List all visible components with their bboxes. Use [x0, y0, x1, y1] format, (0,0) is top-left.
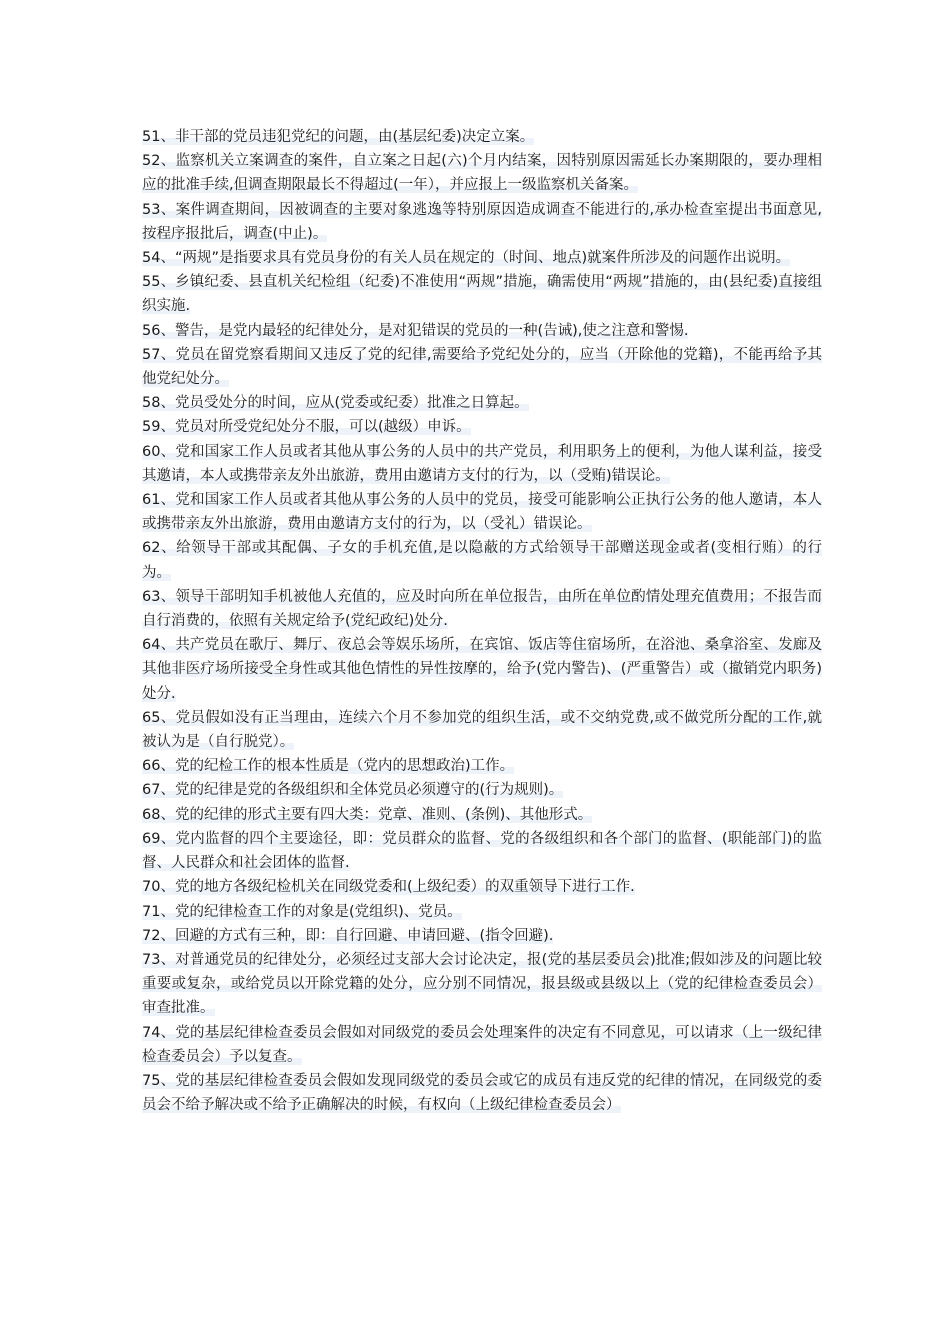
list-item: [142, 803, 822, 827]
list-item: [142, 246, 822, 270]
item-text: 63、领导干部明知手机被他人充值的，应及时向所在单位报告，由所在单位酌情处理充值费用；不报告而自行消费的，依照有关规定给予(党纪政纪)处分.: [142, 588, 822, 630]
item-text: 68、党的纪律的形式主要有四大类：党章、准则、(条例)、其他形式。: [142, 806, 593, 823]
item-text: 62、给领导干部或其配偶、子女的手机充值,是以隐蔽的方式给领导干部赠送现金或者(变相行贿）的行为。: [142, 540, 822, 581]
item-text: 59、党员对所受党纪处分不服，可以(越级）申诉。: [142, 419, 471, 436]
list-item: [142, 754, 822, 778]
item-text: 71、党的纪律检查工作的对象是(党组织)、党员。: [142, 903, 462, 920]
list-item: [142, 924, 822, 948]
document-body: [142, 125, 822, 1117]
item-text: 72、回避的方式有三种，即：自行回避、申请回避、(指令回避).: [142, 927, 554, 944]
item-text: 60、党和国家工作人员或者其他从事公务的人员中的共产党员，利用职务上的便利，为他人谋利益，接受其邀请，本人或携带亲友外出旅游，费用由邀请方支付的行为，以（受贿)错误论。: [142, 443, 822, 484]
list-item: [142, 488, 822, 536]
list-item: [142, 536, 822, 584]
list-item: [142, 778, 822, 802]
item-text: 65、党员假如没有正当理由，连续六个月不参加党的组织生活，或不交纳党费,或不做党所分配的工作,就被认为是（自行脱党）。: [142, 709, 822, 751]
list-item: [142, 319, 822, 343]
item-text: 64、共产党员在歌厅、舞厅、夜总会等娱乐场所，在宾馆、饭店等住宿场所，在浴池、桑拿浴室、发廊及其他非医疗场所接受全身性或其他色情性的异性按摩的，给予(党内警告)、(严重警告）或（撤销党内职务)处分.: [142, 637, 822, 702]
item-text: 58、党员受处分的时间，应从(党委或纪委）批准之日算起。: [142, 395, 529, 412]
list-item: [142, 948, 822, 1021]
item-text: 55、乡镇纪委、县直机关纪检组（纪委)不准使用“两规”措施，确需使用“两规”措施的，由(县纪委)直接组织实施.: [142, 274, 822, 315]
item-text: 61、党和国家工作人员或者其他从事公务的人员中的党员，接受可能影响公正执行公务的他人邀请，本人或携带亲友外出旅游，费用由邀请方支付的行为，以（受礼）错误论。: [142, 492, 822, 533]
item-text: 51、非干部的党员违犯党纪的问题，由(基层纪委)决定立案。: [142, 129, 535, 145]
list-item: [142, 585, 822, 633]
list-item: [142, 900, 822, 924]
list-item: [142, 149, 822, 197]
item-text: 53、案件调查期间，因被调查的主要对象逃逸等特别原因造成调查不能进行的,承办检查室提出书面意见,按程序报批后，调查(中止)。: [142, 201, 822, 242]
item-text: 74、党的基层纪律检查委员会假如对同级党的委员会处理案件的决定有不同意见，可以请求（上一级纪律检查委员会）予以复查。: [142, 1024, 822, 1065]
list-item: [142, 1069, 822, 1117]
list-item: [142, 343, 822, 391]
list-item: [142, 198, 822, 246]
item-text: 52、监察机关立案调查的案件，自立案之日起(六)个月内结案，因特别原因需延长办案期限的，要办理相应的批准手续,但调查期限最长不得超过(一年），并应报上一级监察机关备案。: [142, 153, 822, 194]
item-text: 54、“两规”是指要求具有党员身份的有关人员在规定的（时间、地点)就案件所涉及的问题作出说明。: [142, 250, 791, 267]
item-text: 67、党的纪律是党的各级组织和全体党员必须遵守的(行为规则)。: [142, 782, 564, 799]
list-item: [142, 633, 822, 706]
item-text: 69、党内监督的四个主要途径，即：党员群众的监督、党的各级组织和各个部门的监督、(职能部门)的监督、人民群众和社会团体的监督.: [142, 830, 822, 872]
list-item: [142, 391, 822, 415]
item-text: 56、警告，是党内最轻的纪律处分，是对犯错误的党员的一种(告诫),使之注意和警惕.: [142, 322, 689, 339]
list-item: [142, 1021, 822, 1069]
item-text: 75、党的基层纪律检查委员会假如发现同级党的委员会或它的成员有违反党的纪律的情况，在同级党的委员会不给予解决或不给予正确解决的时候，有权向（上级纪律检查委员会）: [142, 1072, 822, 1114]
list-item: [142, 415, 822, 439]
item-text: 57、党员在留党察看期间又违反了党的纪律,需要给予党纪处分的，应当（开除他的党籍)，不能再给予其他党纪处分。: [142, 346, 822, 388]
list-item: [142, 270, 822, 318]
item-text: 66、党的纪检工作的根本性质是（党内的思想政治)工作。: [142, 758, 515, 775]
list-item: [142, 875, 822, 899]
list-item: [142, 125, 822, 149]
list-item: [142, 440, 822, 488]
item-text: 70、党的地方各级纪检机关在同级党委和(上级纪委）的双重领导下进行工作.: [142, 879, 635, 896]
list-item: [142, 827, 822, 875]
item-text: 73、对普通党员的纪律处分，必须经过支部大会讨论决定，报(党的基层委员会)批准;假如涉及的问题比较重要或复杂，或给党员以开除党籍的处分，应分别不同情况，报县级或县级以上（党的纪律检查委员会）审查批准。: [142, 951, 822, 1017]
list-item: [142, 706, 822, 754]
